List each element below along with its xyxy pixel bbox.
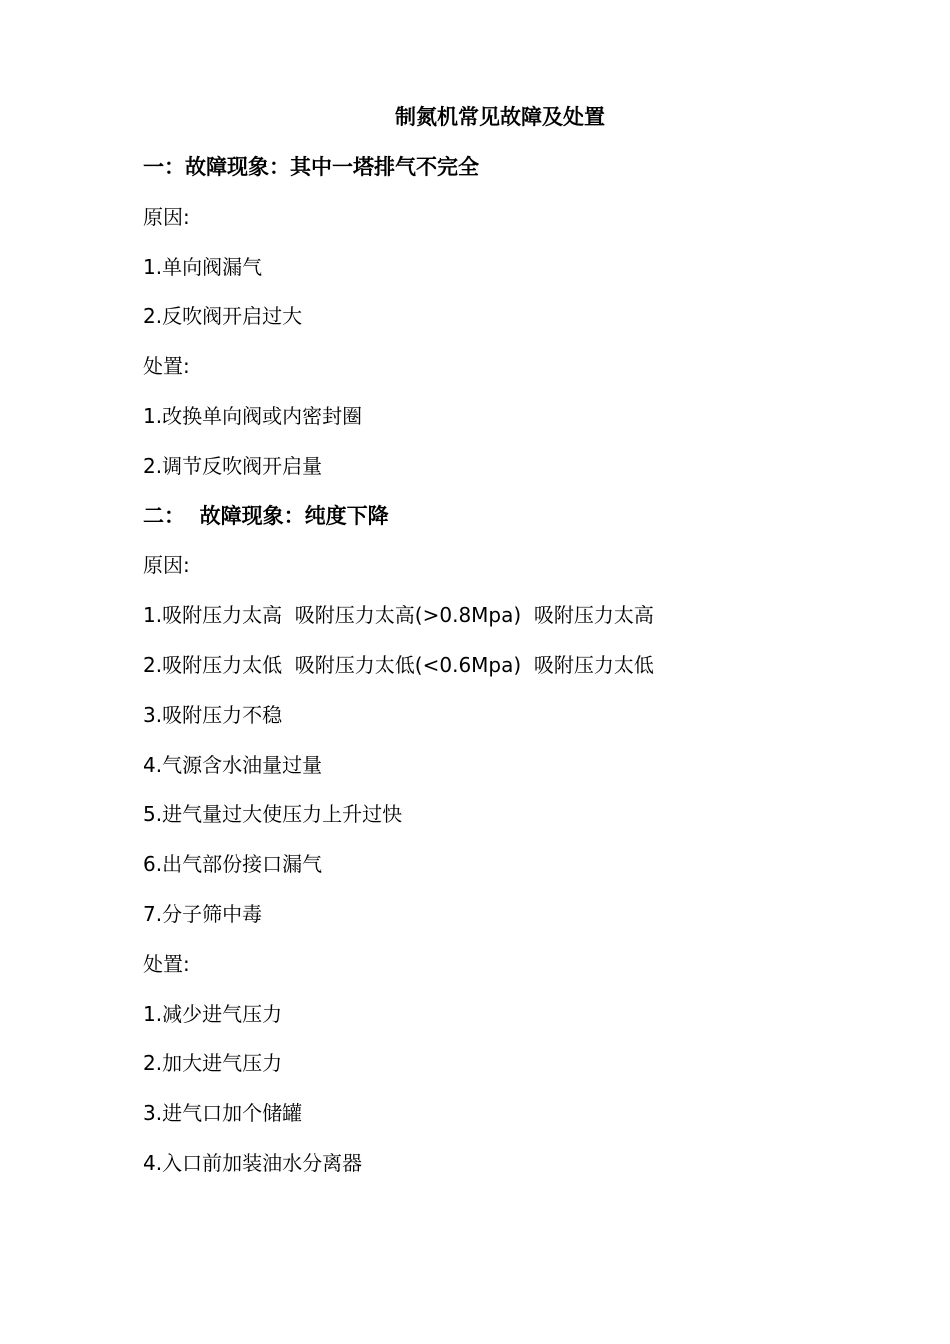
cause-item: 7.分子筛中毒 [143,901,263,926]
remedy-item: 3.进气口加个储罐 [143,1101,303,1126]
cause-item: 3.吸附压力不稳 [143,702,283,727]
cause-item: 1.单向阀漏气 [143,254,263,279]
cause-item: 4.气源含水油量过量 [143,752,323,777]
cause-label: 原因: [143,204,190,229]
cause-label: 原因: [143,553,190,578]
document-title [0,100,950,134]
document-title-text: 制氮机常见故障及处置 [395,105,605,129]
cause-item: 1.吸附压力太高 吸附压力太高(>0.8Mpa) 吸附压力太高 [143,603,654,628]
cause-item: 2.吸附压力太低 吸附压力太低(<0.6Mpa) 吸附压力太低 [143,652,654,677]
section-heading: 二： 故障现象：纯度下降 [143,503,389,528]
remedy-item: 1.改换单向阀或内密封圈 [143,403,363,428]
remedy-item: 2.加大进气压力 [143,1051,283,1076]
remedy-item: 1.减少进气压力 [143,1001,283,1026]
remedy-item: 2.调节反吹阀开启量 [143,453,323,478]
remedy-label: 处置: [143,951,190,976]
remedy-label: 处置: [143,354,190,379]
cause-item: 6.出气部份接口漏气 [143,852,323,877]
section-heading: 一：故障现象：其中一塔排气不完全 [143,155,479,179]
cause-item: 5.进气量过大使压力上升过快 [143,802,403,827]
remedy-item: 4.入口前加装油水分离器 [143,1150,363,1175]
document-body [143,150,863,1196]
cause-item: 2.反吹阀开启过大 [143,304,303,329]
